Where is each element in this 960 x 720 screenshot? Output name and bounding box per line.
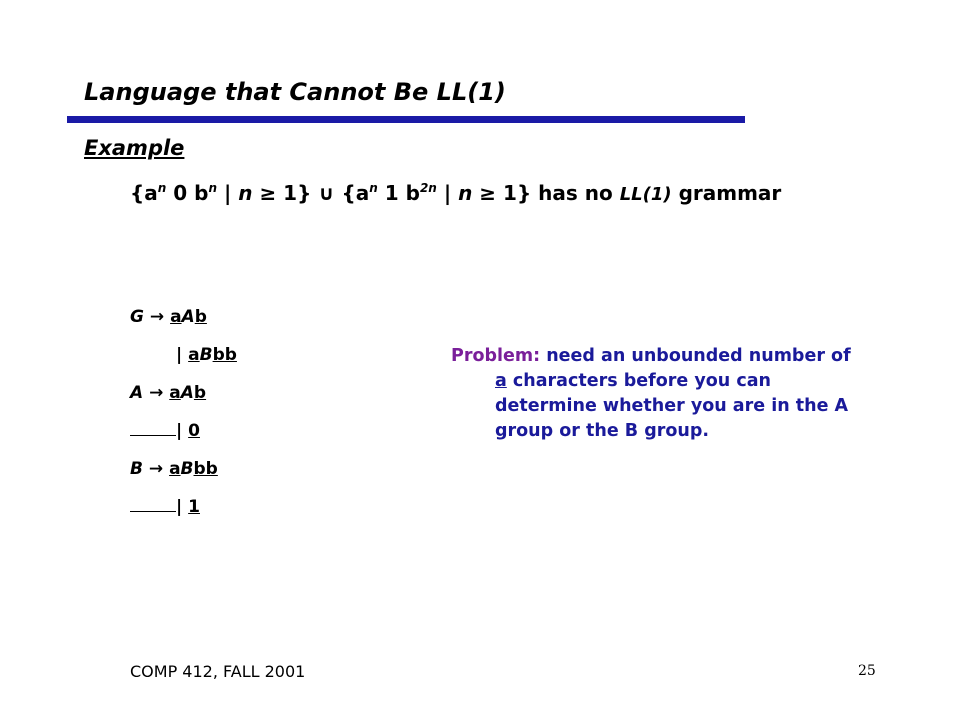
problem-note: Problem: need an unbounded number of a characters before you can determine whether you are in the A group or the B group. [451,346,851,441]
indent-blank [130,497,176,512]
footer-course: COMP 412, FALL 2001 [130,662,306,681]
production-b-2: | 1 [130,497,200,517]
production-g-2: | aBbb [176,345,237,365]
example-heading: Example [84,136,185,160]
title-underline-rule [67,116,745,123]
slide-title: Language that Cannot Be LL(1) [84,78,506,106]
indent-blank [130,421,176,436]
production-b-1: B → aBbb [130,459,218,479]
production-g-1: G → aAb [130,307,207,327]
production-a-2: | 0 [130,421,200,441]
production-a-1: A → aAb [130,383,207,403]
page-number: 25 [858,663,876,679]
language-statement: {$a^n$ 0 $b^n$ | n ≥ 1} ∪ {$a^n$ 1 $b^{2n}$ | n ≥ 1} has no LL(1) grammar [130,181,782,205]
